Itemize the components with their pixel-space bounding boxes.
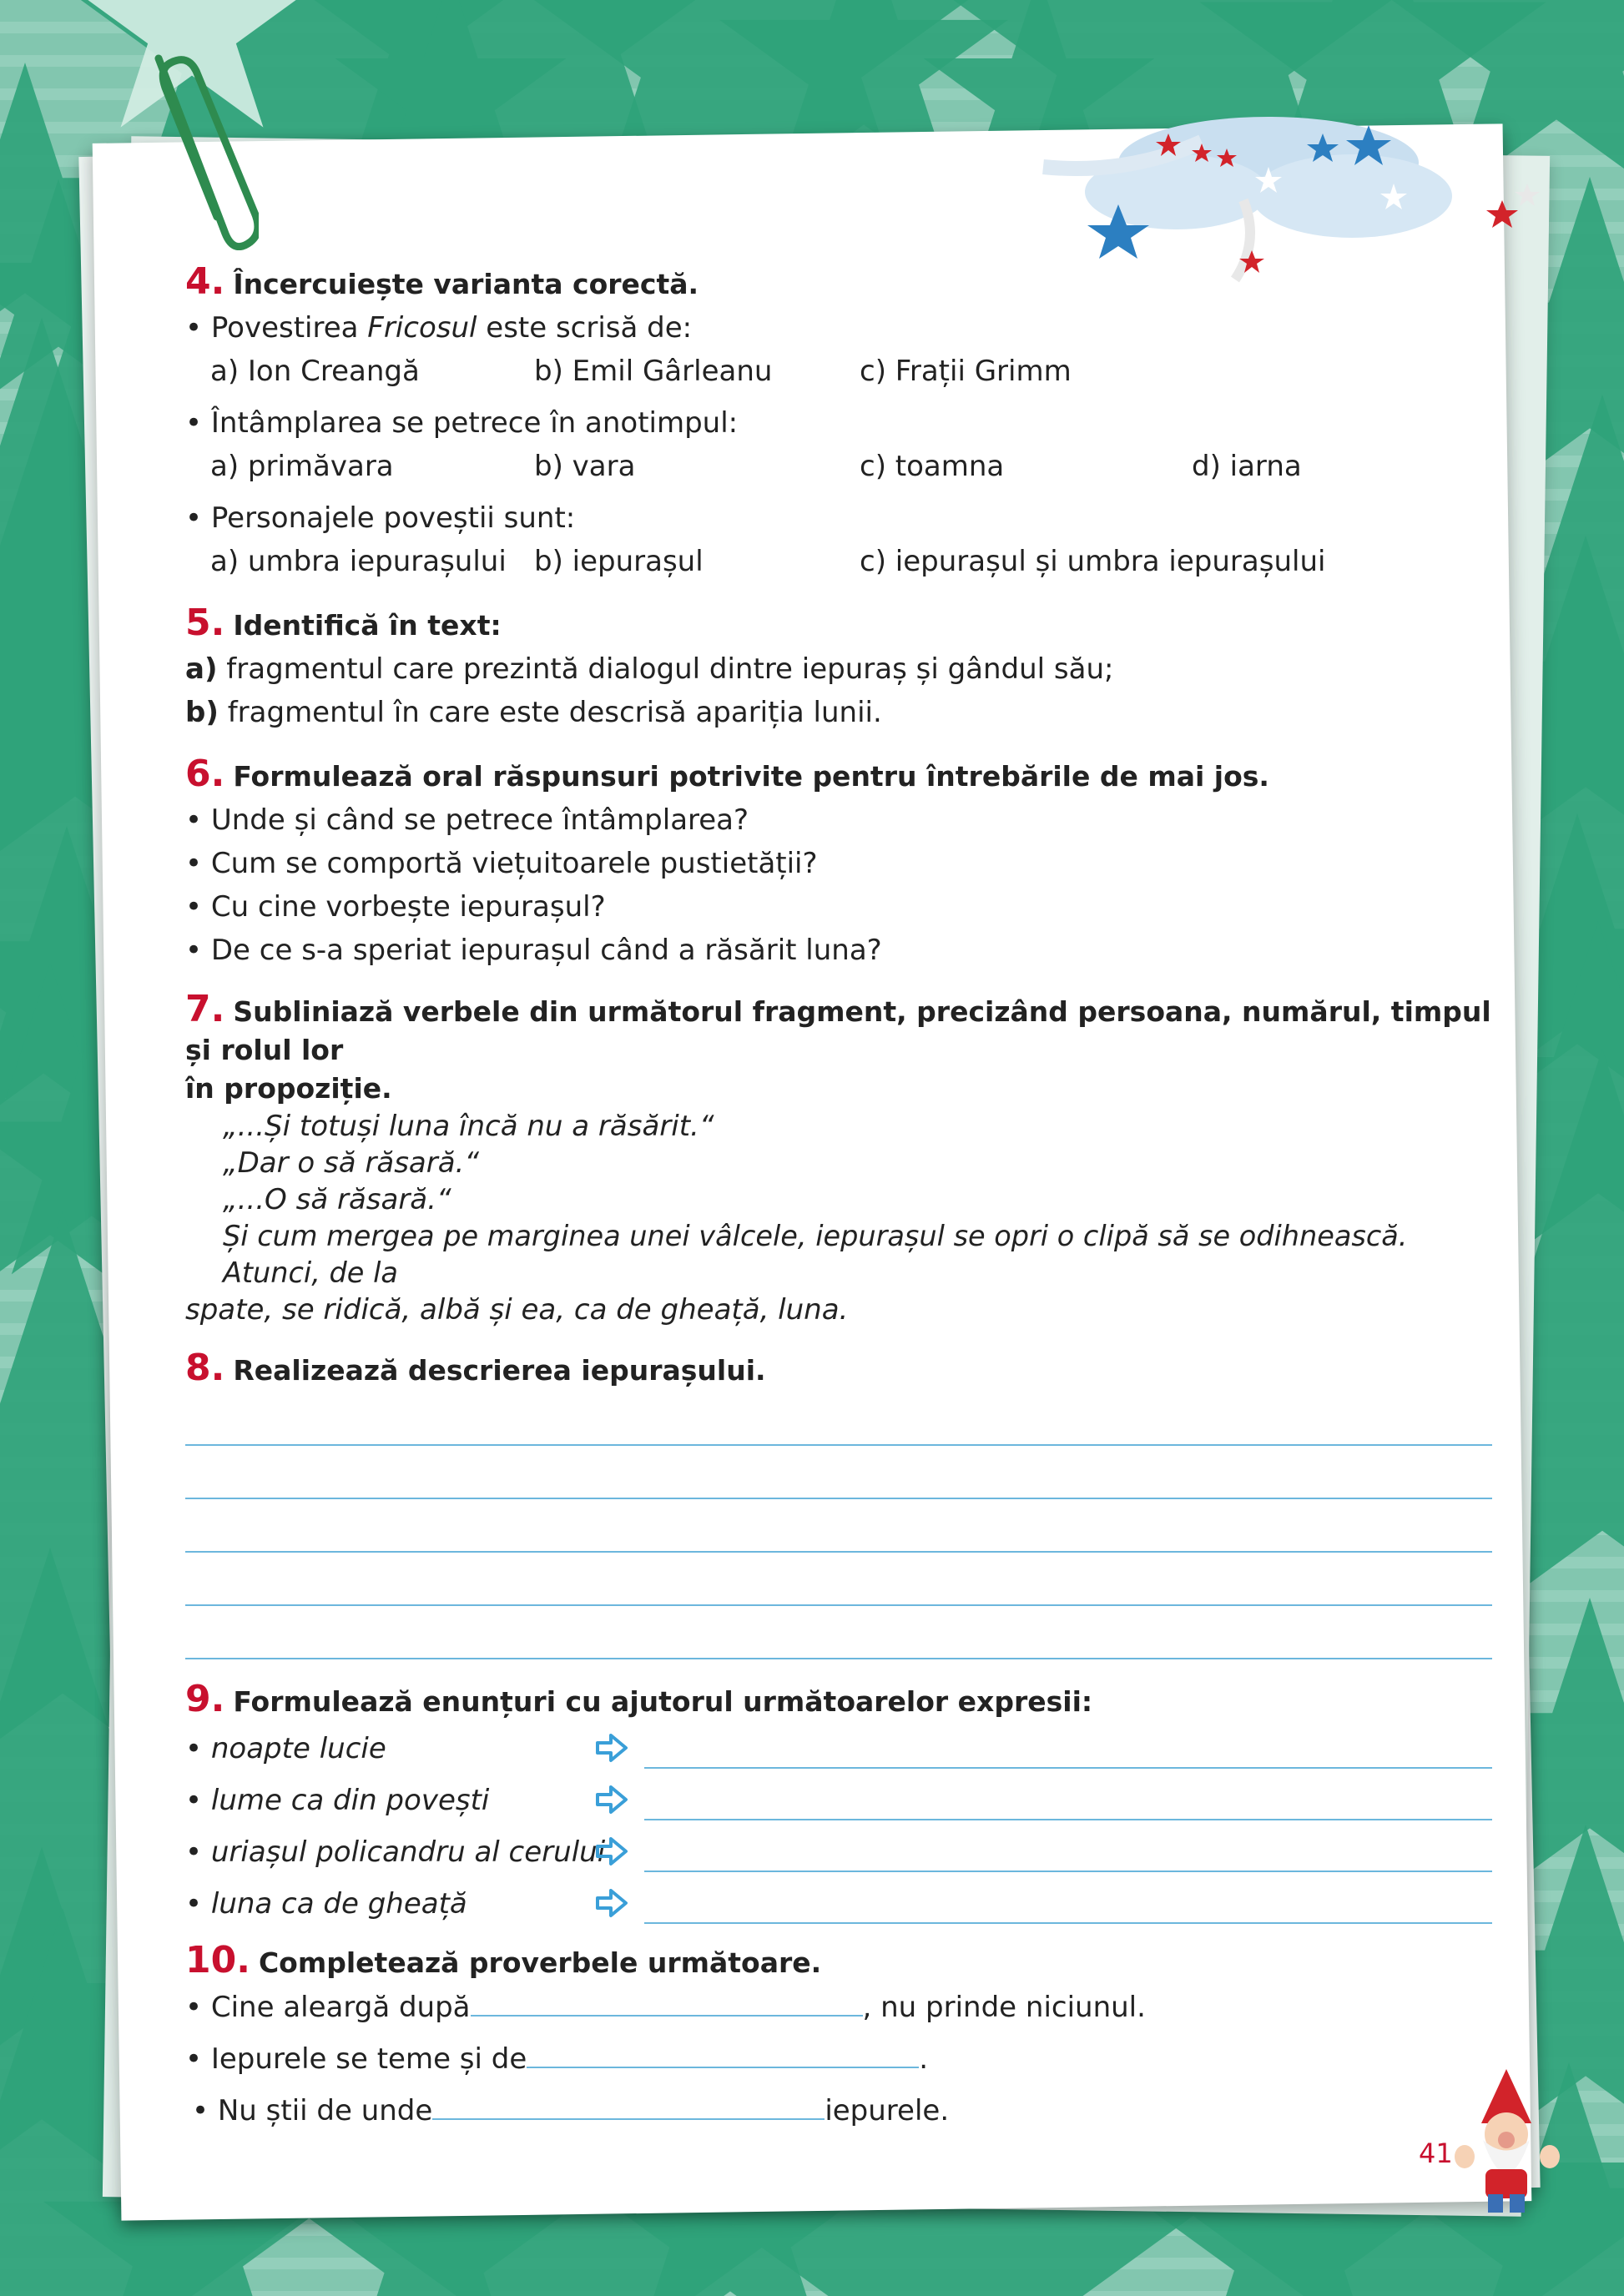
proverb-row	[185, 2088, 1492, 2140]
star-icon	[542, 2226, 609, 2289]
expression: • noapte lucie	[185, 1732, 386, 1765]
options-row	[185, 540, 1492, 583]
exercise-6-question: • Unde și când se petrece întâmplarea?	[185, 803, 749, 837]
answer-line[interactable]	[644, 1871, 1492, 1872]
option-d[interactable]: d) iarna	[1192, 450, 1302, 483]
star-icon	[26, 1522, 99, 1591]
exercise-5-item-b	[185, 691, 1492, 734]
proverb-blank[interactable]	[471, 1985, 863, 2017]
star-icon	[1571, 339, 1609, 375]
exercise-7-fragment	[185, 1108, 1492, 1328]
proverb-text: , nu prinde niciunul.	[862, 1991, 1146, 2024]
exercise-4-heading	[185, 260, 1492, 306]
writing-line[interactable]	[185, 1499, 1492, 1553]
star-icon	[8, 211, 43, 244]
exercise-number: 9.	[185, 1678, 225, 1720]
story-title: Fricosul	[367, 311, 477, 345]
exercise-number: 8.	[185, 1347, 225, 1389]
exercise-4-question-1	[185, 306, 1492, 350]
description-writing-area[interactable]	[185, 1392, 1492, 1659]
star-icon	[1566, 1359, 1624, 1428]
answer-line[interactable]	[644, 1819, 1492, 1820]
proverb-text: .	[919, 2042, 929, 2076]
worksheet-content	[185, 260, 1492, 2140]
proverb-text: • Nu știi de unde	[192, 2094, 433, 2127]
item-label: b)	[185, 696, 219, 729]
options-row	[185, 350, 1492, 393]
star-icon	[1572, 1746, 1607, 1780]
exercise-title: Completează proverbele următoare.	[258, 1946, 822, 1979]
arrow-right-icon	[594, 1784, 631, 1815]
proverb-text: • Cine aleargă după	[185, 1991, 471, 2024]
exercise-number: 7.	[185, 988, 225, 1030]
quote-line: „...O să răsară.“	[223, 1183, 451, 1216]
star-icon	[1139, 3, 1206, 66]
star-icon	[1389, 2226, 1456, 2289]
option-b[interactable]: b) vara	[534, 450, 636, 483]
expression: • luna ca de gheață	[185, 1887, 467, 1921]
option-b[interactable]: b) Emil Gârleanu	[534, 355, 773, 388]
exercise-title: Formulează oral răspunsuri potrivite pentru întrebările de mai jos.	[233, 760, 1269, 793]
star-icon	[1537, 30, 1576, 66]
exercise-6-question: • Cu cine vorbește iepurașul?	[185, 890, 606, 924]
star-icon	[472, 0, 538, 45]
writing-line[interactable]	[185, 1606, 1492, 1659]
star-icon	[1354, 38, 1392, 74]
writing-line[interactable]	[185, 1446, 1492, 1499]
answer-line[interactable]	[644, 1922, 1492, 1924]
exercise-6-question: • De ce s-a speriat iepurașul când a răsărit luna?	[185, 934, 882, 967]
exercise-6-heading	[185, 753, 1492, 798]
exercise-number: 6.	[185, 753, 225, 795]
proverb-blank[interactable]	[432, 2088, 825, 2120]
proverb-row	[185, 2037, 1492, 2088]
exercise-title: Identifică în text:	[233, 609, 502, 642]
exercise-4-question-2: • Întâmplarea se petrece în anotimpul:	[185, 406, 739, 440]
arrow-right-icon	[594, 1887, 631, 1919]
exercise-title: Formulează enunțuri cu ajutorul următoarelor expresii:	[233, 1685, 1093, 1718]
star-icon	[172, 2232, 204, 2262]
item-text: fragmentul care prezintă dialogul dintre iepuraș și gândul său;	[217, 652, 1114, 686]
exercise-8-heading	[185, 1347, 1492, 1392]
writing-line[interactable]	[185, 1392, 1492, 1446]
star-icon	[179, 16, 204, 40]
star-icon	[920, 2224, 991, 2291]
expression: • lume ca din povești	[185, 1784, 490, 1817]
option-b[interactable]: b) iepurașul	[534, 545, 704, 578]
option-a[interactable]: a) primăvara	[210, 450, 394, 483]
option-c[interactable]: c) iepurașul și umbra iepurașului	[860, 545, 1326, 578]
question-text: • Povestirea	[185, 311, 368, 345]
exercise-4-question-3: • Personajele poveștii sunt:	[185, 501, 576, 535]
answer-line[interactable]	[644, 1767, 1492, 1769]
exercise-9-heading	[185, 1678, 1492, 1724]
exercise-title: Realizează descrierea iepurașului.	[233, 1354, 766, 1387]
exercise-title: Subliniază verbele din următorul fragment, precizând persoana, numărul, timpul și rolul lor	[185, 995, 1491, 1066]
proverb-row	[185, 1985, 1492, 2037]
star-icon	[848, 50, 880, 80]
option-c[interactable]: c) toamna	[860, 450, 1005, 483]
expression-row	[185, 1724, 1492, 1775]
quote-line: „Dar o să răsară.“	[223, 1146, 479, 1180]
exercise-title-continued: în propoziție.	[185, 1072, 392, 1105]
quote-line: Și cum mergea pe marginea unei vâlcele, iepurașul se opri o clipă să se odihnească. Atunci, de la	[223, 1220, 1408, 1289]
exercise-number: 5.	[185, 602, 225, 644]
proverb-blank[interactable]	[527, 2037, 919, 2068]
arrow-right-icon	[594, 1835, 631, 1867]
exercise-7-heading	[185, 990, 1492, 1108]
item-label: a)	[185, 652, 218, 686]
expression-row	[185, 1827, 1492, 1879]
gnome-illustration	[1448, 2061, 1565, 2219]
proverb-text: iepurele.	[825, 2094, 950, 2127]
question-text: este scrisă de:	[477, 311, 693, 345]
expression-row	[185, 1775, 1492, 1827]
exercise-10-heading	[185, 1939, 1492, 1985]
page-number: 41	[1419, 2137, 1453, 2169]
arrow-right-icon	[594, 1732, 631, 1764]
item-text: fragmentul în care este descrisă apariția lunii.	[218, 696, 882, 729]
option-a[interactable]: a) umbra iepurașului	[210, 545, 507, 578]
writing-line[interactable]	[185, 1553, 1492, 1606]
expression: • uriașul policandru al cerului	[185, 1835, 606, 1869]
exercise-number: 10.	[185, 1939, 250, 1981]
star-icon	[46, 287, 71, 311]
paperclip-icon	[125, 50, 259, 250]
option-c[interactable]: c) Frații Grimm	[860, 355, 1072, 388]
star-icon	[1026, 83, 1052, 107]
exercise-title: Încercuiește varianta corectă.	[233, 268, 699, 300]
quote-line: „...Și totuși luna încă nu a răsărit.“	[223, 1110, 714, 1143]
star-icon	[1566, 1986, 1605, 2022]
exercise-5-heading	[185, 602, 1492, 647]
exercise-number: 4.	[185, 260, 225, 303]
option-a[interactable]: a) Ion Creangă	[210, 355, 420, 388]
star-icon	[438, 83, 463, 107]
options-row	[185, 445, 1492, 488]
exercise-6-question: • Cum se comportă viețuitoarele pustietății?	[185, 847, 818, 880]
proverb-text: • Iepurele se teme și de	[185, 2042, 527, 2076]
exercise-5-item-a	[185, 647, 1492, 691]
quote-line: spate, se ridică, albă și ea, ca de gheață, luna.	[185, 1293, 849, 1327]
expression-row	[185, 1879, 1492, 1931]
